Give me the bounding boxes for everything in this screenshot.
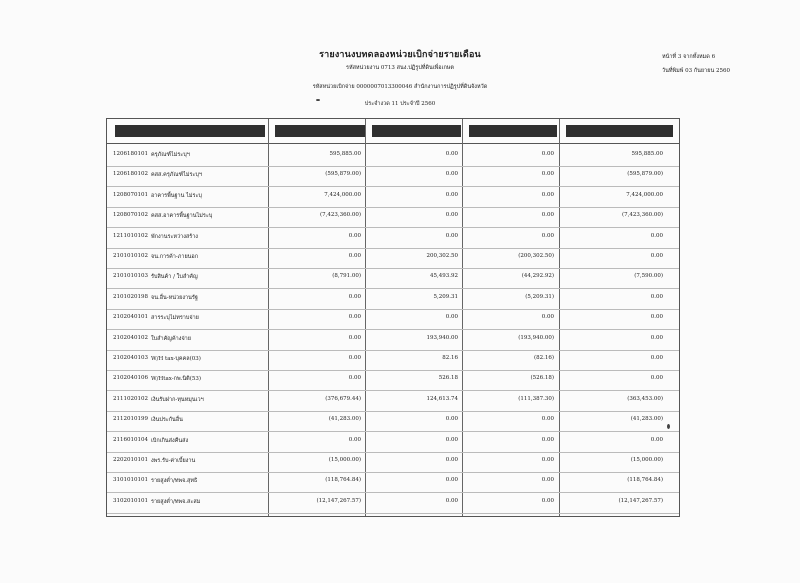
account-name: เงินประกันอื่น	[151, 417, 183, 424]
account-code: 3101010101	[113, 477, 148, 484]
table-row	[107, 192, 679, 213]
amount-cell: 0.00	[445, 171, 458, 178]
amount-cell: 5,209.31	[433, 293, 458, 300]
row-underline	[107, 492, 679, 493]
amount-cell: 0.00	[348, 232, 361, 239]
account-code: 2102040103	[113, 355, 148, 361]
amount-cell: 0.00	[348, 436, 361, 443]
row-underline	[107, 207, 679, 208]
account-code: 2101010102	[113, 253, 148, 259]
row-underline	[107, 513, 679, 514]
account-code: 3102010101	[113, 497, 148, 504]
amount-cell: 0.00	[650, 232, 663, 239]
amount-cell: 124,613.74	[426, 395, 458, 402]
account-code: 1208070101	[113, 191, 148, 198]
row-underline	[107, 248, 679, 249]
table-row	[107, 212, 679, 233]
trial-balance-table	[106, 118, 680, 517]
row-underline	[107, 411, 679, 412]
amount-cell: 193,940.00	[426, 334, 458, 341]
amount-cell: 0.00	[445, 232, 458, 239]
amount-cell: (526.18)	[530, 375, 554, 382]
amount-cell: (44,292.92)	[521, 273, 554, 280]
account-name: ครุภัณฑ์ไม่ระบุฯ	[151, 152, 190, 158]
row-underline	[107, 227, 679, 228]
row-underline	[107, 309, 679, 310]
row-underline	[107, 370, 679, 371]
account-code: 2102040101	[113, 314, 148, 321]
amount-cell: 0.00	[445, 212, 458, 219]
row-underline	[107, 350, 679, 351]
print-date: วันที่พิมพ์ 03 กันยายน 2560	[662, 68, 730, 74]
amount-cell: (595,879.00)	[627, 171, 663, 178]
amount-cell: 200,302.50	[426, 253, 458, 259]
table-row	[107, 233, 679, 254]
page-info: หน้าที่ 3 จากทั้งหมด 6	[662, 54, 716, 60]
account-name: จน.การค้า-ภายนอก	[151, 254, 199, 260]
account-name: เงินรับฝาก-ทุนหมุนเวฯ	[151, 396, 204, 403]
row-underline	[107, 166, 679, 167]
amount-cell: 0.00	[541, 416, 554, 423]
account-code: 2102040106	[113, 375, 148, 382]
amount-cell: (118,764.84)	[325, 477, 361, 484]
account-code: 2101010103	[113, 273, 148, 280]
account-name: คสส.อาคารพื้นฐานไม่ระบุ	[151, 213, 213, 220]
amount-cell: (376,679.44)	[325, 395, 361, 402]
amount-cell: 526.18	[438, 375, 458, 382]
amount-cell: 7,424,000.00	[324, 191, 361, 198]
amount-cell: (595,879.00)	[325, 171, 361, 178]
amount-cell: 0.00	[650, 355, 663, 361]
unit-subtitle: รหัสหน่วยเบิกจ่าย 0000007013300046 สำนักงานการปฏิรูปที่ดินจังหวัด	[312, 84, 488, 90]
amount-cell: 0.00	[348, 253, 361, 259]
amount-cell: (7,423,360.00)	[621, 212, 663, 219]
account-code: 2202010101	[113, 457, 148, 463]
amount-cell: (111,387.30)	[518, 395, 554, 402]
account-code: 1206180102	[113, 171, 148, 178]
row-underline	[107, 472, 679, 473]
amount-cell: 0.00	[445, 416, 458, 423]
amount-cell: 7,424,000.00	[626, 191, 663, 198]
amount-cell: 0.00	[541, 477, 554, 484]
table-row	[107, 335, 679, 356]
account-name: คสส.ครุภัณฑ์ไม่ระบุฯ	[151, 172, 202, 179]
amount-cell: 0.00	[650, 334, 663, 341]
amount-cell: 0.00	[348, 293, 361, 300]
amount-cell: 82.16	[442, 355, 458, 361]
amount-cell: (41,283.00)	[328, 416, 361, 423]
amount-cell: 0.00	[650, 375, 663, 382]
account-name: พักงานระหว่างสร้าง	[151, 233, 198, 240]
amount-cell: 0.00	[445, 457, 458, 463]
account-name: เบิกเกินส่งคืนส่ง	[151, 437, 189, 444]
account-code: 2101020198	[113, 293, 148, 300]
period-label: ประจำงวด 11 ประจำปี 2560	[364, 101, 436, 107]
account-code: 1208070102	[113, 212, 148, 219]
account-name: W/H tax-บุคคล(03)	[151, 356, 201, 362]
account-name: รายสูงต่ำ/ทพจ.สุทธิ	[151, 478, 198, 485]
amount-cell: (8,791.00)	[332, 273, 361, 280]
agency-subtitle: รหัสหน่วยงาน 0713 สนง.ปฏิรูปที่ดินเพื่อเกษต	[345, 65, 454, 71]
account-code: 2112010199	[113, 416, 148, 423]
amount-cell: 0.00	[348, 334, 361, 341]
amount-cell: 0.00	[541, 457, 554, 463]
account-code: 2116010104	[113, 436, 148, 443]
amount-cell: (7,590.00)	[634, 273, 663, 280]
account-code: 2111020102	[113, 395, 148, 402]
table-row	[107, 457, 679, 478]
amount-cell: (82.16)	[533, 355, 554, 361]
account-name: สารระบุไม่ทราบจ่าย	[151, 315, 199, 322]
amount-cell: (12,147,267.57)	[316, 497, 361, 504]
amount-cell: (12,147,267.57)	[618, 497, 663, 504]
amount-cell: 0.00	[348, 355, 361, 361]
amount-cell: 0.00	[445, 314, 458, 321]
amount-cell: 0.00	[650, 314, 663, 321]
amount-cell: 0.00	[541, 497, 554, 504]
amount-cell: (5,209.31)	[525, 293, 554, 300]
scan-speck	[316, 99, 320, 101]
row-underline	[107, 390, 679, 391]
amount-cell: 0.00	[650, 293, 663, 300]
amount-cell: 0.00	[650, 253, 663, 259]
header-divider	[107, 143, 679, 144]
amount-cell: 0.00	[348, 375, 361, 382]
amount-cell: 0.00	[541, 171, 554, 178]
header-redacted	[469, 125, 557, 137]
amount-cell: (15,000.00)	[328, 457, 361, 463]
amount-cell: 0.00	[445, 477, 458, 484]
table-row	[107, 416, 679, 437]
amount-cell: 0.00	[541, 314, 554, 321]
table-row	[107, 477, 679, 498]
amount-cell: (41,283.00)	[630, 416, 663, 423]
amount-cell: (118,764.84)	[627, 477, 663, 484]
header-redacted	[275, 125, 365, 137]
account-name: W/Htax-กพ.นิติ(53)	[151, 376, 201, 383]
table-row	[107, 355, 679, 376]
amount-cell: 0.00	[541, 151, 554, 157]
amount-cell: 0.00	[541, 436, 554, 443]
table-row	[107, 294, 679, 315]
table-row	[107, 171, 679, 192]
amount-cell: 45,493.92	[430, 273, 458, 280]
table-row	[107, 498, 679, 519]
amount-cell: 595,885.00	[631, 151, 663, 157]
amount-cell: (363,453.00)	[627, 395, 663, 402]
amount-cell: 0.00	[445, 191, 458, 198]
header-redacted	[115, 125, 265, 137]
account-code: 1206180101	[113, 151, 148, 157]
table-row	[107, 437, 679, 458]
row-underline	[107, 186, 679, 187]
table-row	[107, 375, 679, 396]
table-row	[107, 314, 679, 335]
account-code: 2102040102	[113, 334, 148, 341]
amount-cell: 0.00	[445, 151, 458, 157]
account-name: งพร.รับ-ค่าเบี้ยงาน	[151, 458, 196, 464]
row-underline	[107, 452, 679, 453]
amount-cell: 0.00	[541, 232, 554, 239]
table-row	[107, 273, 679, 294]
amount-cell: 0.00	[541, 191, 554, 198]
amount-cell: (193,940.00)	[518, 334, 554, 341]
amount-cell: (7,423,360.00)	[319, 212, 361, 219]
row-underline	[107, 329, 679, 330]
table-row	[107, 253, 679, 274]
amount-cell: 0.00	[445, 436, 458, 443]
row-underline	[107, 288, 679, 289]
amount-cell: (15,000.00)	[630, 457, 663, 463]
row-underline	[107, 268, 679, 269]
header-redacted	[372, 125, 461, 137]
amount-cell: (200,302.50)	[518, 253, 554, 259]
table-row	[107, 396, 679, 417]
account-code: 1211010102	[113, 232, 148, 239]
account-name: รับสินค้า / ใบสำคัญ	[151, 274, 198, 281]
account-name: อาคารพื้นฐาน ไม่ระบุ	[151, 192, 202, 199]
amount-cell: 0.00	[445, 497, 458, 504]
table-row	[107, 151, 679, 172]
account-name: รายสูงต่ำ/ทพจ.สะสม	[151, 498, 201, 505]
amount-cell: 0.00	[541, 212, 554, 219]
row-underline	[107, 431, 679, 432]
account-name: จน.อื่น-หน่วยงานรัฐ	[151, 294, 198, 301]
header-redacted	[566, 125, 673, 137]
account-name: ใบสำคัญค้างจ่าย	[151, 335, 191, 342]
report-title: รายงานงบทดลองหน่วยเบิกจ่ายรายเดือน	[319, 50, 481, 60]
amount-cell: 595,885.00	[329, 151, 361, 157]
amount-cell: 0.00	[650, 436, 663, 443]
amount-cell: 0.00	[348, 314, 361, 321]
